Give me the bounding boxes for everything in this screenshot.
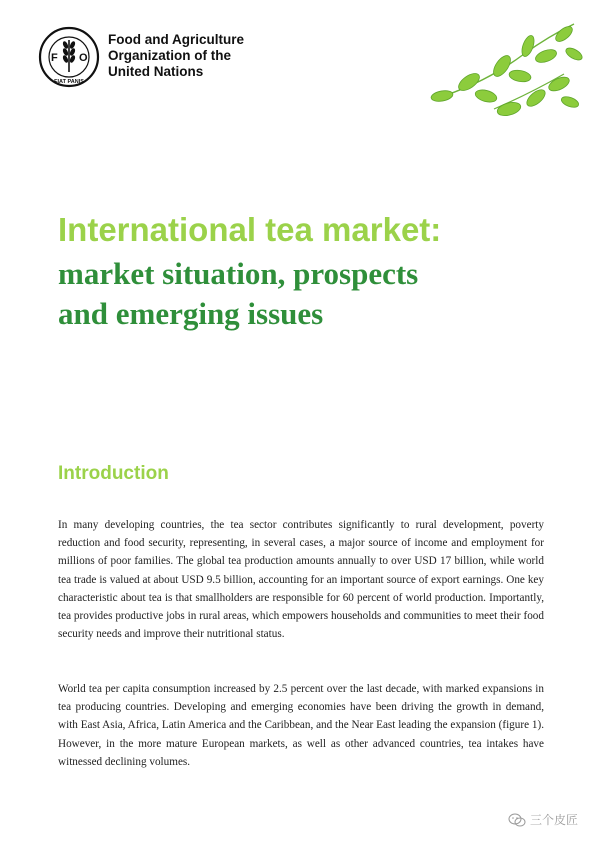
intro-paragraph-1: In many developing countries, the tea sector contributes significantly to rural development, poverty reduction and food security, representing, in several cases, a major source of income and employment for millions of poor families. The global tea production amounts annually to over USD 17 billion, while world tea trade is valued at about USD 9.5 billion, accounting for an important source of export earnings. One key characteristic about tea is that smallholders are responsible for 60 percent of world production. Importantly, tea provides productive jobs in rural areas, which empowers households and communities to meet their food security needs and improve their nutritional status. [58,519,544,641]
fao-logo [38,26,100,88]
watermark-text: 三个皮匠 [529,813,578,827]
intro-paragraph-2: World tea per capita consumption increased by 2.5 percent over the last decade, with marked expansions in tea producing countries. Developing and emerging economies have been driving the growth in demand, with East Asia, Africa, Latin America and the Caribbean, and the Near East leading the expansion (figure 1). However, in the more mature European markets, as well as other advanced countries, tea intakes have witnessed declining volumes. [58,683,544,768]
subtitle-line: market situation, prospects [58,256,419,291]
subtitle-line: and emerging issues [58,296,324,331]
organization-name [108,32,244,80]
document-title: International tea market: [58,211,442,248]
wechat-icon [508,813,526,827]
fao-wheat-emblem-icon [38,26,100,88]
svg-text:O: O [79,52,88,64]
tea-leaves-decoration [424,14,584,124]
org-name-line: Organization of the [108,48,231,63]
org-name-line: Food and Agriculture [108,32,244,47]
tea-leaves-icon [424,14,584,124]
document-subtitle [58,254,418,334]
svg-text:F: F [51,52,58,64]
logo-ring-text: FIAT PANIS [54,79,84,85]
introduction-heading: Introduction [58,463,169,484]
org-name-line: United Nations [108,64,204,79]
watermark [508,811,578,828]
